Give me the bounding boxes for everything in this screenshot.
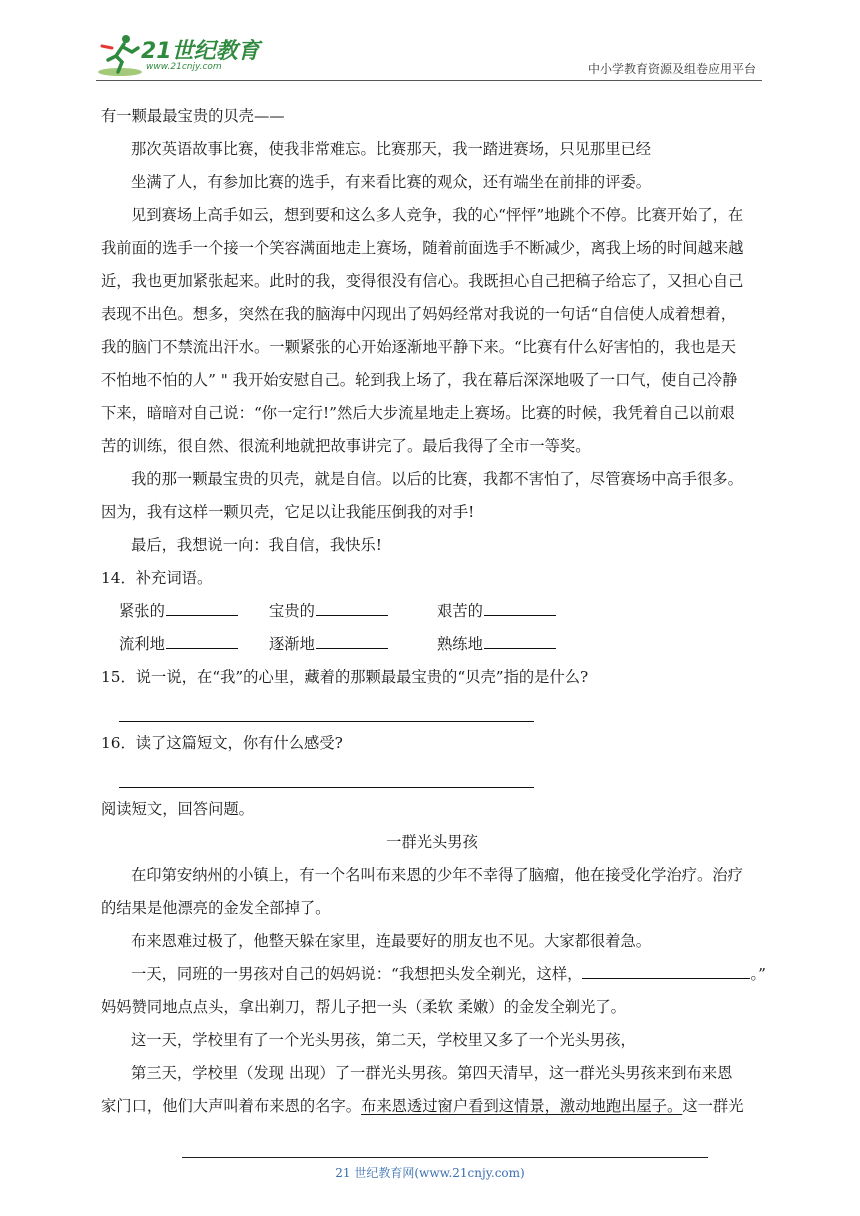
blank-prefix: 艰苦的: [437, 602, 483, 620]
q14-row-2: [101, 628, 763, 661]
answer-line[interactable]: [101, 760, 763, 793]
answer-line[interactable]: [101, 694, 763, 727]
text-segment: 一天，同班的一男孩对自己的妈妈说：“我想把头发全剃光，这样，: [131, 965, 583, 983]
story-line: 表现不出色。想多，突然在我的脑海中闪现出了妈妈经常对我说的一句话“自信使人成着想着，: [101, 305, 736, 323]
story-line: [101, 1090, 763, 1123]
story-line: 布来恩难过极了，他整天躲在家里，连最要好的朋友也不见。大家都很着急。: [131, 932, 652, 950]
q14-row-1: [101, 595, 763, 628]
text-segment: 这一群光: [682, 1097, 744, 1115]
story-line: 有一颗最最宝贵的贝壳——: [101, 107, 285, 125]
story-line: 见到赛场上高手如云，想到要和这么多人竞争，我的心“怦怦”地跳个不停。比赛开始了，在: [131, 206, 744, 224]
story-line: [101, 958, 766, 991]
logo-main-text: 21世纪教育: [141, 39, 260, 64]
site-logo: [96, 32, 266, 78]
question-16-title: 16．读了这篇短文，你有什么感受?: [101, 734, 343, 752]
fill-blank[interactable]: [269, 628, 437, 661]
footer-text: 21 世纪教育网(www.21cnjy.com): [335, 1166, 525, 1180]
story-title: 一群光头男孩: [386, 833, 478, 851]
story-line: 近，我也更加紧张起来。此时的我，变得很没有信心。我既担心自己把稿子给忘了，又担心自己: [101, 272, 744, 290]
text-segment: 家门口，他们大声叫着布来恩的名字。: [101, 1097, 362, 1115]
footer-divider: [182, 1157, 708, 1158]
blank-line[interactable]: [316, 628, 388, 649]
story-line: 我的那一颗最宝贵的贝壳，就是自信。以后的比赛，我都不害怕了，尽管赛场中高手很多。: [131, 470, 743, 488]
fill-blank[interactable]: [119, 595, 269, 628]
page-header: [0, 0, 860, 86]
fill-blank[interactable]: [269, 595, 437, 628]
story-line: 最后，我想说一向：我自信，我快乐!: [131, 536, 382, 554]
story-line: 坐满了人，有参加比赛的选手，有来看比赛的观众，还有端坐在前排的评委。: [131, 173, 652, 191]
story-line: 因为，我有这样一颗贝壳，它足以让我能压倒我的对手!: [101, 503, 475, 521]
story-line: 在印第安纳州的小镇上，有一个名叫布来恩的少年不幸得了脑瘤，他在接受化学治疗。治疗: [131, 866, 743, 884]
reading-intro: 阅读短文，回答问题。: [101, 800, 254, 818]
story-line: 我的脑门不禁流出汗水。一颗紧张的心开始逐渐地平静下来。“比赛有什么好害怕的，我也是天: [101, 338, 736, 356]
blank-line[interactable]: [316, 595, 388, 616]
blank-line[interactable]: [484, 628, 556, 649]
story-line: 苦的训练，很自然、很流利地就把故事讲完了。最后我得了全市一等奖。: [101, 437, 591, 455]
blank-prefix: 紧张的: [119, 602, 165, 620]
blank-prefix: 逐渐地: [269, 635, 315, 653]
platform-label: 中小学教育资源及组卷应用平台: [587, 62, 756, 76]
blank-prefix: 流利地: [119, 635, 165, 653]
blank-prefix: 宝贵的: [269, 602, 315, 620]
story-line: 我前面的选手一个接一个笑容满面地走上赛场，随着前面选手不断减少，离我上场的时间越来越: [101, 239, 744, 257]
text-segment: 。”: [750, 965, 766, 983]
story-line: 不怕地不怕的人” " 我开始安慰自己。轮到我上场了，我在幕后深深地吸了一口气，使自己冷静: [101, 371, 738, 389]
question-14-title: 14．补充词语。: [101, 569, 213, 587]
fill-blank[interactable]: [119, 628, 269, 661]
blank-prefix: 熟练地: [437, 635, 483, 653]
document-body: [101, 100, 766, 1123]
logo-sub-text: www.21cnjy.com: [146, 62, 222, 72]
story-line: 下来，暗暗对自己说：“你一定行!”然后大步流星地走上赛场。比赛的时候，我凭着自己以前艰: [101, 404, 735, 422]
question-15-title: 15．说一说，在“我”的心里，藏着的那颗最最宝贵的“贝壳”指的是什么?: [101, 668, 589, 686]
runner-logo-icon: [96, 32, 146, 78]
fill-blank[interactable]: [437, 628, 587, 661]
story-line: 妈妈赞同地点点头，拿出剃刀，帮儿子把一头（柔软 柔嫩）的金发全剃光了。: [101, 998, 626, 1016]
story-line: 的结果是他漂亮的金发全部掉了。: [101, 899, 331, 917]
header-divider: [96, 80, 762, 81]
inline-blank[interactable]: [582, 958, 750, 979]
underlined-sentence: 布来恩透过窗户看到这情景，激动地跑出屋子。: [361, 1097, 683, 1115]
story-line: 第三天，学校里（发现 出现）了一群光头男孩。第四天清早，这一群光头男孩来到布来恩: [131, 1064, 733, 1082]
blank-line[interactable]: [166, 628, 238, 649]
fill-blank[interactable]: [437, 595, 587, 628]
story-line: 这一天，学校里有了一个光头男孩，第二天，学校里又多了一个光头男孩，: [131, 1031, 636, 1049]
story-line: 那次英语故事比赛，使我非常难忘。比赛那天，我一踏进赛场，只见那里已经: [131, 140, 652, 158]
blank-line[interactable]: [166, 595, 238, 616]
blank-line[interactable]: [484, 595, 556, 616]
